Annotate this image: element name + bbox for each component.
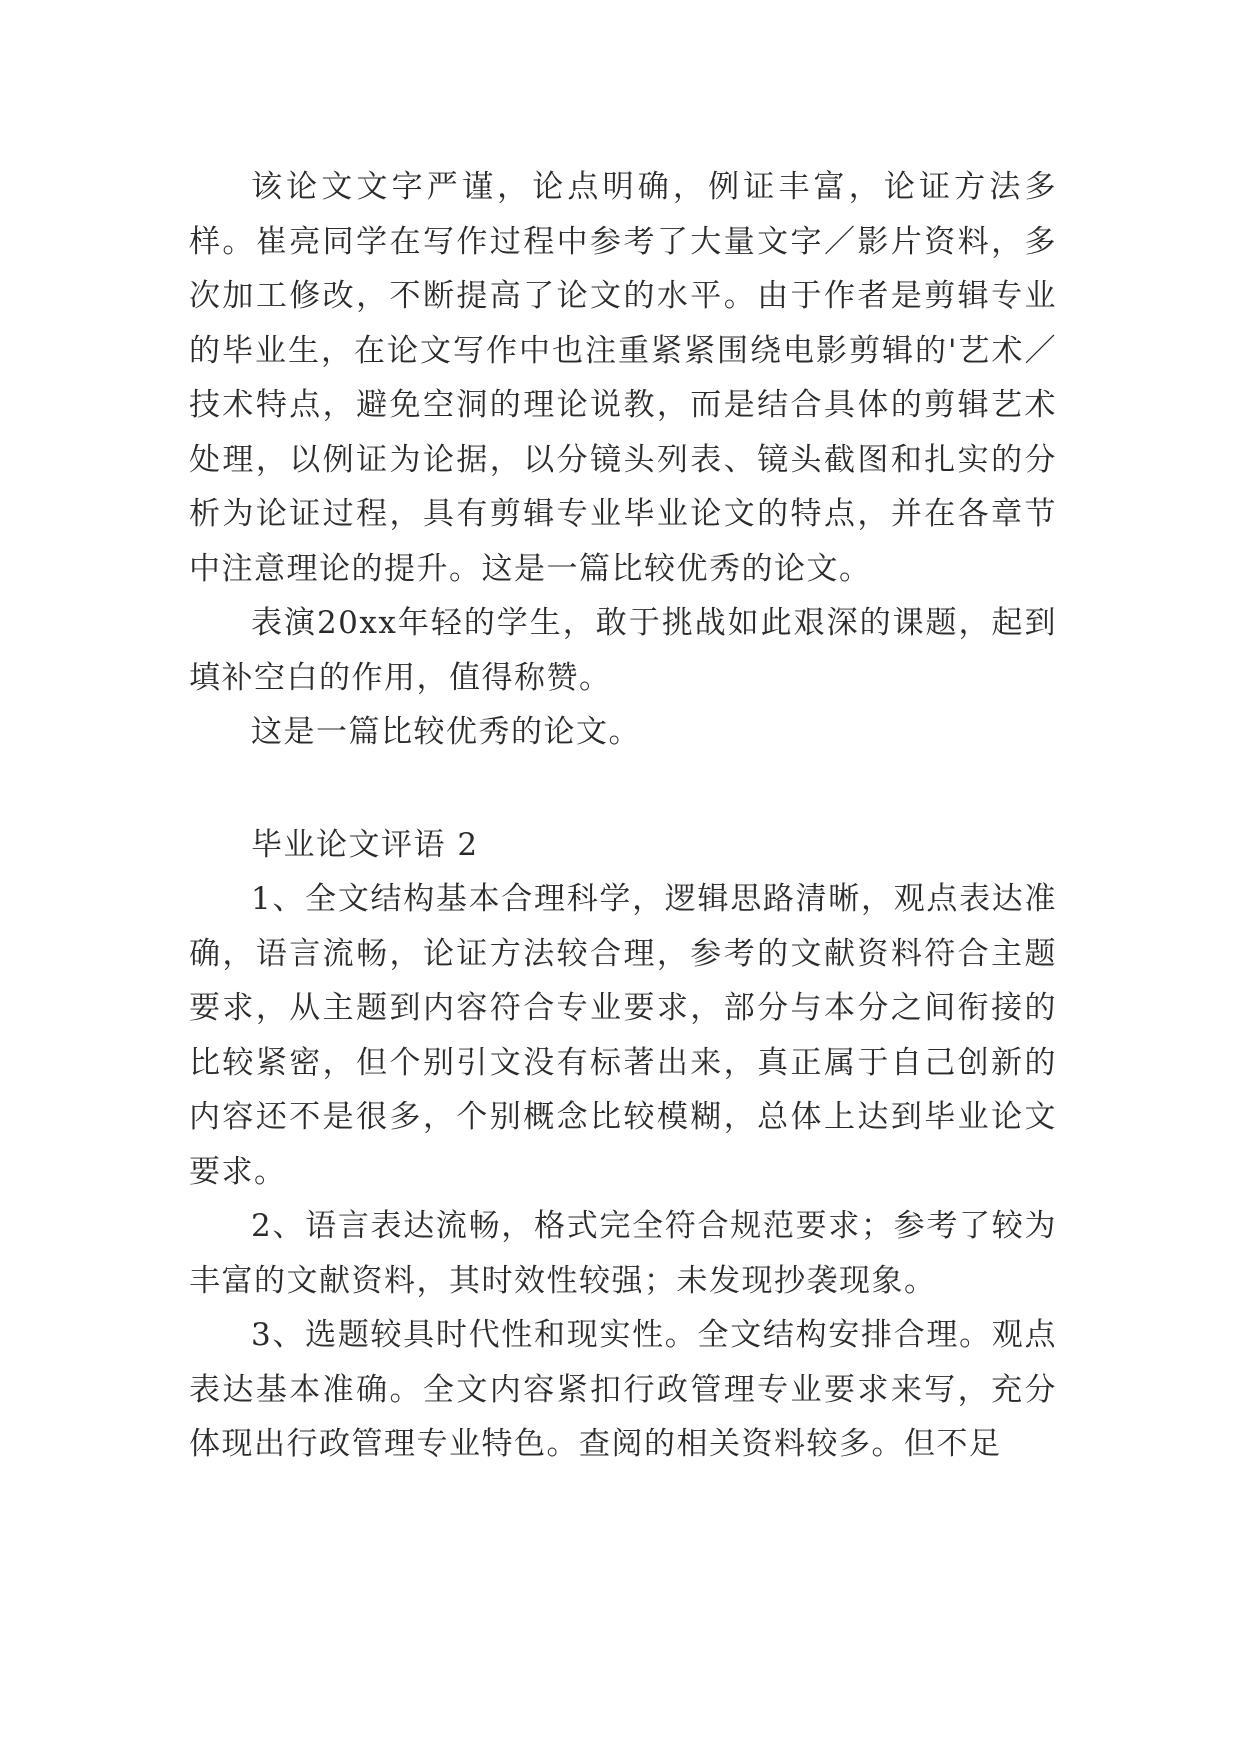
document-body <box>189 160 1057 1472</box>
paragraph-review-3: 这是一篇比较优秀的论文。 <box>251 714 641 750</box>
section-spacer <box>189 760 1057 818</box>
paragraph-review-1: 该论文文字严谨，论点明确，例证丰富，论证方法多样。崔亮同学在写作过程中参考了大量文字／影片资料，多次加工修改，不断提高了论文的水平。由于作者是剪辑专业的毕业生，在论文写作中也注重紧紧围绕电影剪辑的'艺术／技术特点，避免空洞的理论说教，而是结合具体的剪辑艺术处理，以例证为论据，以分镜头列表、镜头截图和扎实的分析为论证过程，具有剪辑专业毕业论文的特点，并在各章节中注意理论的提升。这是一篇比较优秀的论文。 <box>189 169 1057 587</box>
paragraph-item-1: 1、全文结构基本合理科学，逻辑思路清晰，观点表达准确，语言流畅，论证方法较合理，参考的文献资料符合主题要求，从主题到内容符合专业要求，部分与本分之间衔接的比较紧密，但个别引文没有标著出来，真正属于自己创新的内容还不是很多，个别概念比较模糊，总体上达到毕业论文要求。 <box>189 881 1057 1190</box>
paragraph-item-3: 3、选题较具时代性和现实性。全文结构安排合理。观点表达基本准确。全文内容紧扣行政管理专业要求来写，充分体现出行政管理专业特色。查阅的相关资料较多。但不足 <box>189 1317 1057 1462</box>
section-heading: 毕业论文评语 2 <box>251 826 479 863</box>
paragraph-item-2: 2、语言表达流畅，格式完全符合规范要求；参考了较为丰富的文献资料，其时效性较强；未发现抄袭现象。 <box>189 1208 1057 1299</box>
paragraph-review-2: 表演20xx年轻的学生，敢于挑战如此艰深的课题，起到填补空白的作用，值得称赞。 <box>189 605 1057 696</box>
